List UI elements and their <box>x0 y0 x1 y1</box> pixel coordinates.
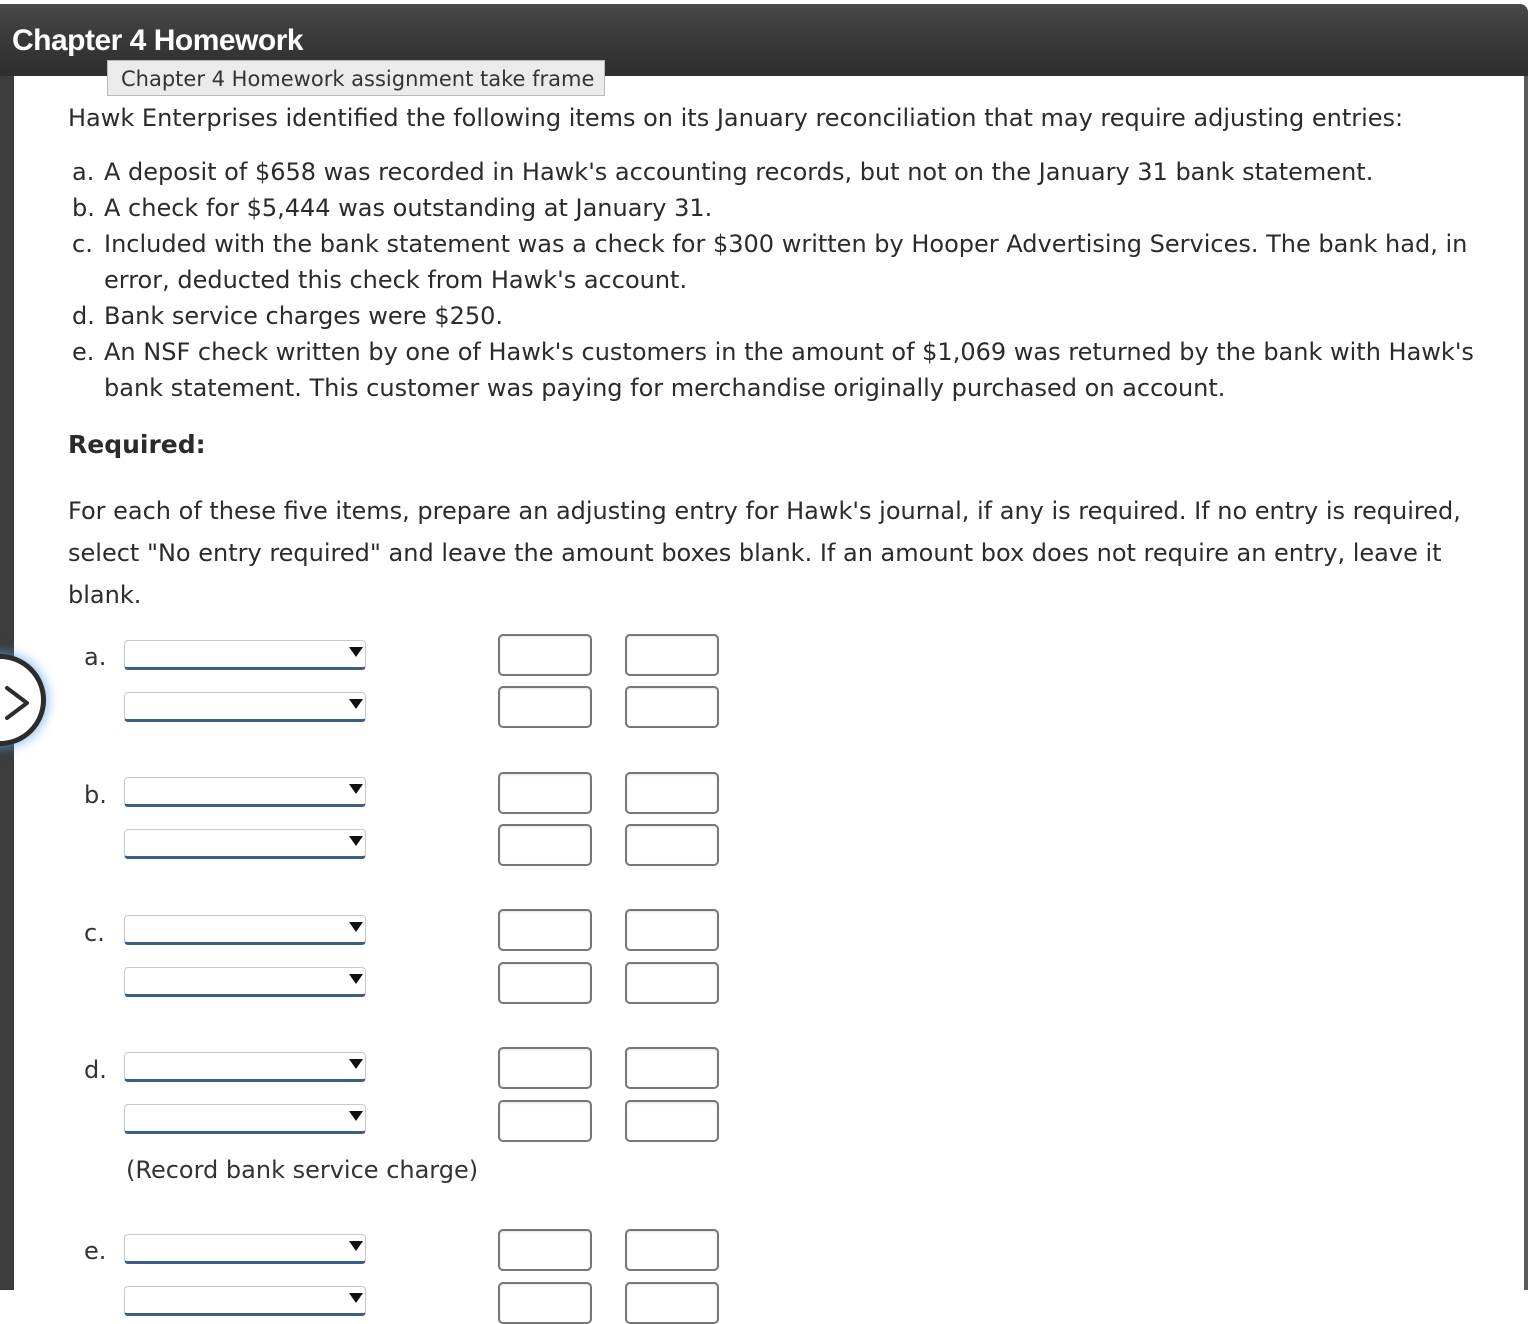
debit-amount-input[interactable] <box>498 1229 592 1271</box>
window-title: Chapter 4 Homework <box>12 24 304 57</box>
dropdown-arrow-icon <box>349 784 363 794</box>
next-button[interactable] <box>0 654 46 746</box>
debit-amount-input[interactable] <box>498 1100 592 1142</box>
account-select[interactable] <box>124 1104 366 1134</box>
debit-amount-input[interactable] <box>498 824 592 866</box>
dropdown-arrow-icon <box>349 699 363 709</box>
account-select[interactable] <box>124 915 366 945</box>
account-select[interactable] <box>124 777 366 807</box>
dropdown-arrow-icon <box>349 647 363 657</box>
debit-amount-input[interactable] <box>498 962 592 1004</box>
list-item: c. Included with the bank statement was a check for $300 written by Hooper Advertising Services. The bank had, in error, deducted this check from Hawk's account. <box>72 230 1468 294</box>
credit-amount-input[interactable] <box>625 909 719 951</box>
instructions-text: For each of these five items, prepare an adjusting entry for Hawk's journal, if any is required. If no entry is required, select "No entry required" and leave the amount boxes blank. If an amount box does not require an entry, leave it blank. <box>68 497 1461 609</box>
entry-label-b: b. <box>84 781 107 809</box>
account-select[interactable] <box>124 1234 366 1264</box>
credit-amount-input[interactable] <box>625 1229 719 1271</box>
credit-amount-input[interactable] <box>625 634 719 676</box>
dropdown-arrow-icon <box>349 1059 363 1069</box>
entry-label-a: a. <box>84 643 107 671</box>
dropdown-arrow-icon <box>349 974 363 984</box>
account-select[interactable] <box>124 692 366 722</box>
list-item: e. An NSF check written by one of Hawk's customers in the amount of $1,069 was returned by the bank with Hawk's bank statement. This customer was paying for merchandise originally purchased on account. <box>72 338 1474 402</box>
account-select[interactable] <box>124 640 366 670</box>
credit-amount-input[interactable] <box>625 824 719 866</box>
account-select[interactable] <box>124 829 366 859</box>
account-select[interactable] <box>124 1052 366 1082</box>
credit-amount-input[interactable] <box>625 1282 719 1324</box>
chevron-right-icon <box>3 685 33 721</box>
dropdown-arrow-icon <box>349 922 363 932</box>
account-select[interactable] <box>124 1286 366 1316</box>
credit-amount-input[interactable] <box>625 962 719 1004</box>
right-frame-border <box>1524 76 1528 1290</box>
frame-tooltip: Chapter 4 Homework assignment take frame <box>107 60 605 96</box>
entry-label-c: c. <box>84 919 105 947</box>
debit-amount-input[interactable] <box>498 1282 592 1324</box>
debit-amount-input[interactable] <box>498 634 592 676</box>
problem-intro: Hawk Enterprises identified the following items on its January reconciliation that may require adjusting entries: <box>68 104 1404 132</box>
entry-label-d: d. <box>84 1056 107 1084</box>
credit-amount-input[interactable] <box>625 1047 719 1089</box>
dropdown-arrow-icon <box>349 836 363 846</box>
list-item: a. A deposit of $658 was recorded in Hawk's accounting records, but not on the January 31 bank statement. <box>72 158 1374 186</box>
dropdown-arrow-icon <box>349 1241 363 1251</box>
dropdown-arrow-icon <box>349 1111 363 1121</box>
required-heading: Required: <box>68 430 206 459</box>
credit-amount-input[interactable] <box>625 686 719 728</box>
credit-amount-input[interactable] <box>625 1100 719 1142</box>
list-item: d. Bank service charges were $250. <box>72 302 504 330</box>
debit-amount-input[interactable] <box>498 772 592 814</box>
list-item: b. A check for $5,444 was outstanding at January 31. <box>72 194 713 222</box>
debit-amount-input[interactable] <box>498 686 592 728</box>
credit-amount-input[interactable] <box>625 772 719 814</box>
debit-amount-input[interactable] <box>498 909 592 951</box>
problem-item-list <box>68 154 1498 406</box>
dropdown-arrow-icon <box>349 1293 363 1303</box>
entry-label-e: e. <box>84 1237 107 1265</box>
entry-note: (Record bank service charge) <box>126 1156 479 1184</box>
debit-amount-input[interactable] <box>498 1047 592 1089</box>
account-select[interactable] <box>124 967 366 997</box>
